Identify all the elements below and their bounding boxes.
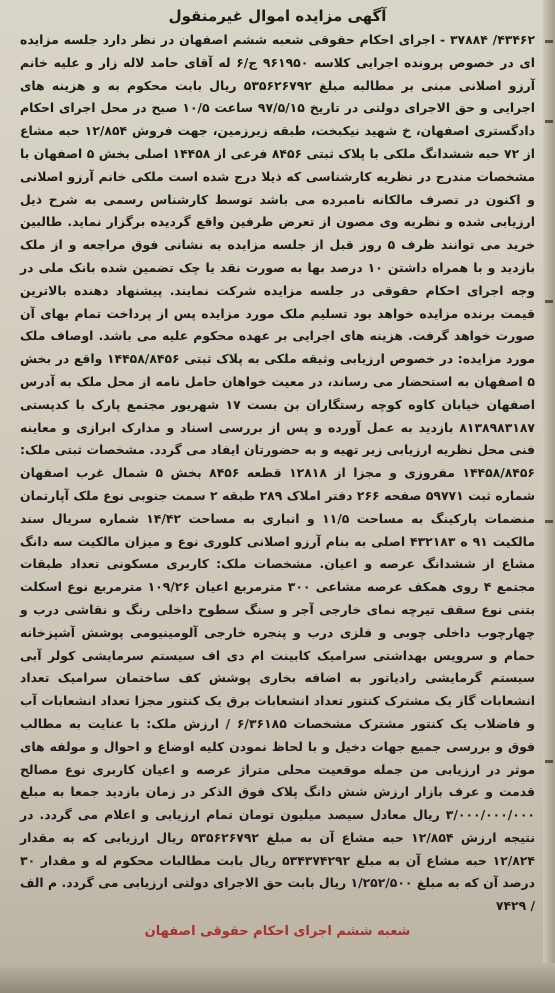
margin-mark — [545, 40, 553, 43]
notice-body: ۴۳۴۶۲/ ۳۷۸۸۴ - اجرای احکام حقوقی شعبه ششم اصفهان در نظر دارد جلسه مزایده ای در خصوص پرونده اجرایی کلاسه ۹۶۱۹۵۰ ج/۶ له آقای حامد لاله زار و علیه خانم آرزو اصلانی مبنی بر مطالبه مبلغ ۵۳۵۶۲۶۷۹۲ ریال بابت محکوم به و هزینه های اجرایی و حق الاجرای دولتی در تاریخ ۹۷/۵/۱۵ ساعت ۱۰/۵ صبح در محل اجرای احکام دادگستری اصفهان، خ شهید نیکبخت، طبقه زیرزمین، جهت فروش ۱۲/۸۵۴ حبه مشاع از ۷۲ حبه ششدانگ ملکی با پلاک ثبتی ۸۴۵۶ فرعی از ۱۴۴۵۸ اصلی بخش ۵ اصفهان با مشخصات مندرج در نظریه کارشناسی که ذیلا درج شده است ملکی خانم آرزو اصلانی و اکنون در تصرف مالکانه نامبرده می باشد توسط کارشناس رسمی به شرح ذیل ارزیابی شده و نظریه وی مصون از تعرض طرفین واقع گردیده برگزار نماید. طالبین خرید می توانند ظرف ۵ روز قبل از جلسه مزایده به نشانی فوق مراجعه و از ملک بازدید و با همراه داشتن ۱۰ درصد بها به صورت نقد یا چک تضمین شده بانک ملی در وجه اجرای احکام حقوقی در جلسه مزایده شرکت نمایند. پیشنهاد دهنده بالاترین قیمت برنده مزایده خواهد بود تسلیم ملک مورد مزایده پس از پرداخت تمام بهای آن صورت خواهد گرفت. هزینه های اجرایی بر عهده محکوم علیه می باشد. اوصاف ملک مورد مزایده: در خصوص ارزیابی وثیقه ملکی به پلاک ثبتی ۱۴۴۵۸/۸۴۵۶ واقع در بخش ۵ اصفهان به استحضار می رساند، در معیت خواهان حامل نامه از محل ملک به آدرس اصفهان خیابان کاوه کوچه رستگاران بن بست ۱۷ شهریور مجتمع پارک با کدپستی ۸۱۳۸۹۸۳۱۸۷ بازدید به عمل آورده و پس از بررسی اسناد و مدارک ابرازی و معاینه فنی محل نظریه ارزیابی زیر تهیه و به حضورتان ایفاد می گردد. مشخصات ثبتی ملک: ۱۴۴۵۸/۸۴۵۶ مفروزی و مجزا از ۱۲۸۱۸ قطعه ۸۴۵۶ بخش ۵ شمال غرب اصفهان شماره ثبت ۵۹۷۷۱ صفحه ۲۶۶ دفتر املاک ۲۸۹ طبقه ۲ سمت جنوبی نوع ملک آپارتمان منضمات پارکینگ به مساحت ۱۱/۵ و انباری به مساحت ۱۴/۴۲ شماره سریال سند مالکیت ۹۱ ه ۴۳۲۱۸۳ اصلی به بنام آرزو اصلانی کلوری نوع و میزان مالکیت سه دانگ مشاع از ششدانگ عرصه و اعیان. مشخصات ملک: کاربری مسکونی تعداد طبقات مجتمع ۴ روی همکف عرصه مشاعی ۳۰۰ مترمربع اعیان ۱۰۹/۲۶ مترمربع نوع اسکلت بتنی نوع سقف تیرچه نمای خارجی آجر و سنگ سطوح داخلی رنگ و نقاشی درب و چهارچوب داخلی چوبی و فلزی درب و پنجره خارجی آلومینیومی پوشش آشپزخانه حمام و سرویس بهداشتی سرامیک کابینت ام دی اف سیستم سرمایشی کولر آبی سیستم گرمایشی رادیاتور به اضافه بخاری پوشش کف ساختمان سرامیک تعداد انشعابات گاز یک مشترک کنتور تعداد انشعابات برق یک کنتور مجزا تعداد انشعابات آب و فاضلاب یک کنتور مشترک مشخصات ۶/۳۶۱۸۵ / ارزش ملک: با عنایت به مطالب فوق و بررسی جمیع جهات دخیل و با لحاظ نمودن کلیه اوضاع و احوال و مولفه های موثر در ارزیابی من جمله موقعیت محلی متراژ عرصه و اعیان کاربری نوع مصالح قدمت و عرف بازار ارزش شش دانگ پلاک فوق الذکر در زمان بازدید جمعا به مبلغ ۳/۰۰۰/۰۰۰/۰۰۰ ریال معادل سیصد میلیون تومان تمام ارزیابی و اعلام می گردد. در نتیجه ارزش ۱۲/۸۵۴ حبه مشاع آن به مبلغ ۵۳۵۶۲۶۷۹۲ ریال ارزیابی که به مقدار ۱۲/۸۲۴ حبه مشاع آن به مبلغ ۵۳۴۳۷۴۲۹۲ ریال بابت مطالبات محکوم له و مقدار ۳۰ درصد آن که به مبلغ ۱/۲۵۲/۵۰۰ ریال بابت حق الاجرای دولتی ارزیابی می گردد. م الف / ۷۴۲۹ — [20, 32, 536, 914]
margin-mark — [545, 120, 553, 123]
margin-mark — [545, 300, 553, 303]
page-edge-bottom — [0, 963, 555, 993]
margin-mark — [545, 760, 553, 763]
page-edge-right — [543, 0, 555, 993]
auction-notice — [20, 6, 535, 942]
notice-signature: شعبه ششم اجرای احکام حقوقی اصفهان — [144, 924, 411, 940]
margin-mark — [545, 520, 553, 523]
notice-title: آگهی مزایده اموال غیرمنقول — [168, 7, 387, 25]
